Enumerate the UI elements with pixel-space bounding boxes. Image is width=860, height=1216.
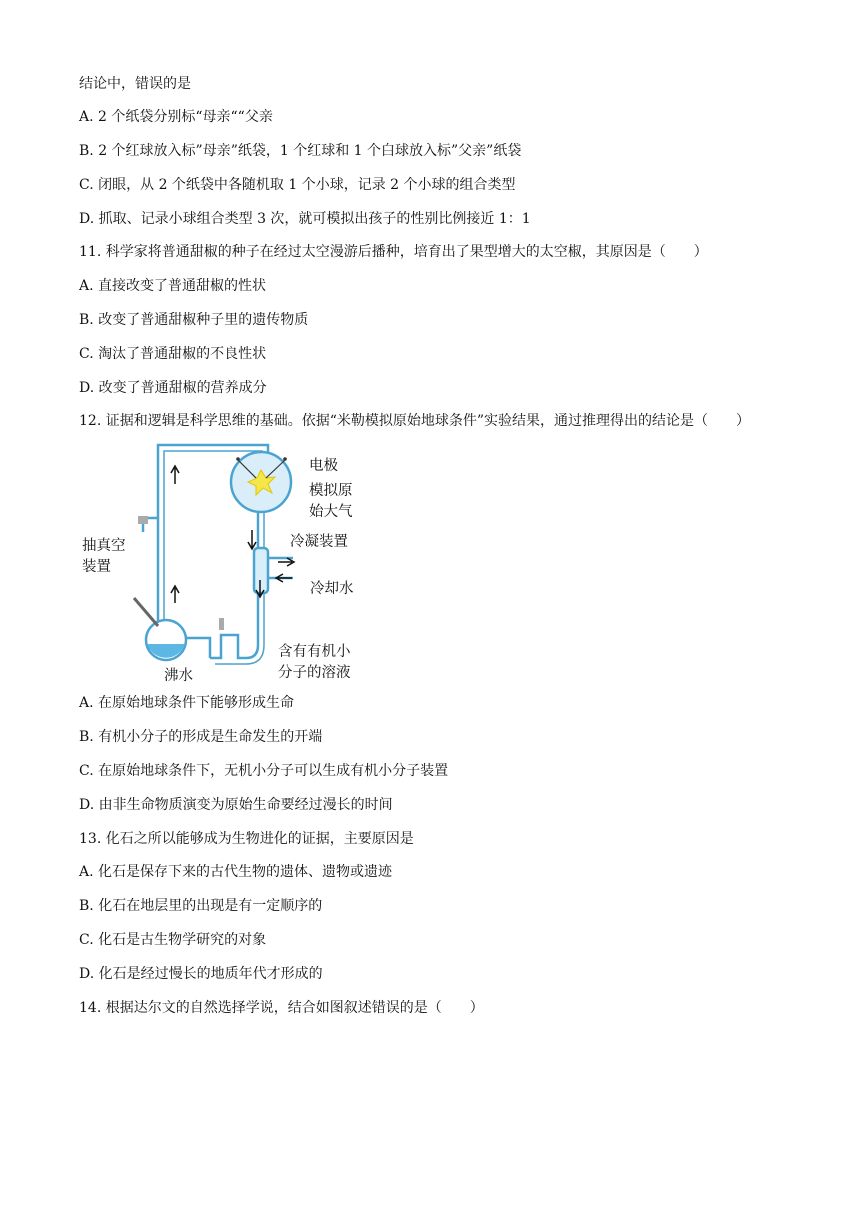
q13-option-b: B. 化石在地层里的出现是有一定顺序的	[79, 898, 323, 914]
q10-option-c: C. 闭眼，从 2 个纸袋中各随机取 1 个小球，记录 2 个小球的组合类型	[79, 177, 516, 193]
q10-option-a: A. 2 个纸袋分别标“母亲““父亲	[79, 109, 273, 125]
miller-experiment-diagram	[78, 440, 378, 685]
label-condenser: 冷凝装置	[290, 534, 348, 550]
label-solution-line2: 分子的溶液	[278, 665, 351, 681]
question-12-stem: 12. 证据和逻辑是科学思维的基础。依据“米勒模拟原始地球条件”实验结果，通过推理得出的结论是（ ）	[79, 413, 751, 429]
question-10-continuation: 结论中，错误的是	[79, 76, 191, 92]
q11-option-b: B. 改变了普通甜椒种子里的遗传物质	[79, 312, 309, 328]
q12-option-a: A. 在原始地球条件下能够形成生命	[79, 695, 295, 711]
label-atmosphere-line2: 始大气	[309, 504, 353, 520]
q11-option-d: D. 改变了普通甜椒的营养成分	[79, 380, 267, 396]
label-cooling-water: 冷却水	[310, 581, 354, 597]
q13-option-a: A. 化石是保存下来的古代生物的遗体、遗物或遗迹	[79, 864, 393, 880]
label-atmosphere-line1: 模拟原	[309, 483, 353, 499]
q12-option-d: D. 由非生命物质演变为原始生命要经过漫长的时间	[79, 797, 393, 813]
q12-option-c: C. 在原始地球条件下，无机小分子可以生成有机小分子装置	[79, 763, 449, 779]
q11-option-a: A. 直接改变了普通甜椒的性状	[79, 278, 267, 294]
q12-option-b: B. 有机小分子的形成是生命发生的开端	[79, 729, 323, 745]
q13-option-d: D. 化石是经过慢长的地质年代才形成的	[79, 966, 323, 982]
label-solution-line1: 含有有机小	[278, 644, 351, 660]
question-11-stem: 11. 科学家将普通甜椒的种子在经过太空漫游后播种，培育出了果型增大的太空椒，其原因是（ ）	[79, 244, 708, 260]
q10-option-b: B. 2 个红球放入标”母亲”纸袋，1 个红球和 1 个白球放入标”父亲”纸袋	[79, 143, 522, 159]
q10-option-d: D. 抓取、记录小球组合类型 3 次，就可模拟出孩子的性别比例接近 1：1	[79, 211, 531, 227]
label-vacuum-line1: 抽真空	[82, 538, 126, 554]
q13-option-c: C. 化石是古生物学研究的对象	[79, 932, 267, 948]
question-14-stem: 14. 根据达尔文的自然选择学说，结合如图叙述错误的是（ ）	[79, 1000, 484, 1016]
question-13-stem: 13. 化石之所以能够成为生物进化的证据，主要原因是	[79, 831, 414, 847]
q11-option-c: C. 淘汰了普通甜椒的不良性状	[79, 346, 267, 362]
label-vacuum-line2: 装置	[82, 559, 111, 575]
label-boiling-water: 沸水	[164, 668, 193, 684]
label-electrode: 电极	[309, 458, 338, 474]
